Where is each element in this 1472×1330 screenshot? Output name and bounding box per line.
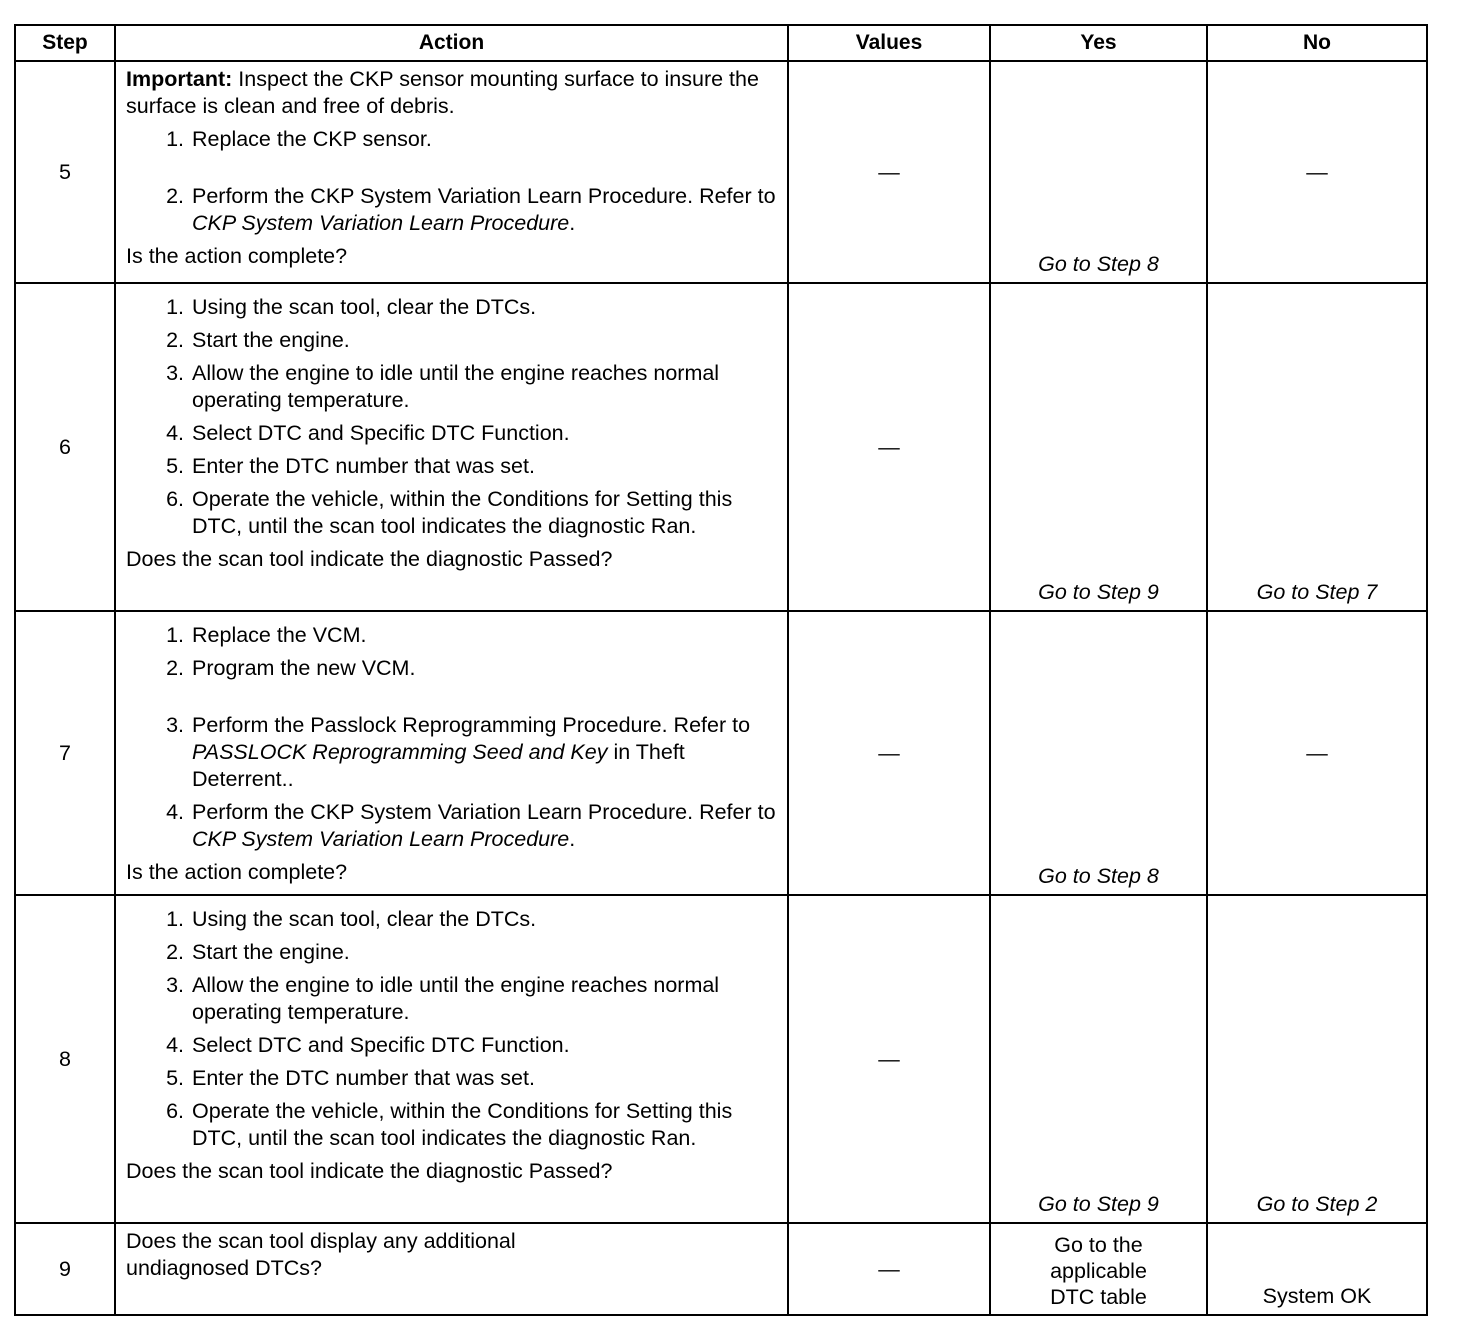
list-item xyxy=(126,453,777,480)
important-label: Important: xyxy=(126,67,233,91)
item-text: Allow the engine to idle until the engine reaches normal operating temperature. xyxy=(192,361,720,412)
list-item xyxy=(126,486,777,540)
no-cell: — xyxy=(1207,611,1427,895)
item-number: 3. xyxy=(166,713,184,737)
item-number: 2. xyxy=(166,328,184,352)
step-number: 8 xyxy=(15,895,115,1223)
item-number: 2. xyxy=(166,184,184,208)
action-cell xyxy=(115,61,788,283)
step-number: 9 xyxy=(15,1223,115,1315)
item-number: 4. xyxy=(166,421,184,445)
values-cell: — xyxy=(788,895,990,1223)
item-reference: CKP System Variation Learn Procedure xyxy=(192,827,570,851)
list-item xyxy=(126,712,777,793)
item-reference: PASSLOCK Reprogramming Seed and Key xyxy=(192,740,608,764)
item-number: 3. xyxy=(166,973,184,997)
item-text-tail: . xyxy=(569,827,576,851)
important-note xyxy=(126,66,777,120)
values-cell: — xyxy=(788,611,990,895)
item-text: Using the scan tool, clear the DTCs. xyxy=(192,295,537,319)
table-row-step-9 xyxy=(15,1223,1427,1315)
header-values: Values xyxy=(788,25,990,61)
action-cell xyxy=(115,283,788,611)
item-text: Start the engine. xyxy=(192,940,350,964)
question-text: Does the scan tool indicate the diagnostic Passed? xyxy=(126,547,613,571)
item-text: Select DTC and Specific DTC Function. xyxy=(192,1033,570,1057)
item-number: 3. xyxy=(166,361,184,385)
list-item xyxy=(126,972,777,1026)
table-row-step-8 xyxy=(15,895,1427,1223)
action-cell xyxy=(115,611,788,895)
step-number: 7 xyxy=(15,611,115,895)
item-number: 1. xyxy=(166,295,184,319)
table-row-step-6 xyxy=(15,283,1427,611)
list-item xyxy=(126,1065,777,1092)
yes-line: DTC table xyxy=(1050,1285,1147,1309)
item-text: Using the scan tool, clear the DTCs. xyxy=(192,907,537,931)
values-cell: — xyxy=(788,61,990,283)
step-number: 5 xyxy=(15,61,115,283)
list-item xyxy=(126,327,777,354)
item-text: Operate the vehicle, within the Conditions for Setting this DTC, until the scan tool indicates the diagnostic Ran. xyxy=(192,487,733,538)
item-number: 5. xyxy=(166,454,184,478)
item-text: Allow the engine to idle until the engine reaches normal operating temperature. xyxy=(192,973,720,1024)
no-cell: Go to Step 2 xyxy=(1207,895,1427,1223)
item-number: 4. xyxy=(166,800,184,824)
action-list xyxy=(126,126,777,237)
list-item xyxy=(126,183,777,237)
list-item xyxy=(126,799,777,853)
header-yes: Yes xyxy=(990,25,1207,61)
item-text: Replace the VCM. xyxy=(192,623,367,647)
yes-cell: Go to Step 8 xyxy=(990,611,1207,895)
action-cell xyxy=(115,1223,788,1315)
yes-line: applicable xyxy=(1050,1259,1147,1283)
diagnostic-table xyxy=(14,24,1428,1316)
item-text: Operate the vehicle, within the Conditions for Setting this DTC, until the scan tool indicates the diagnostic Ran. xyxy=(192,1099,733,1150)
values-cell: — xyxy=(788,283,990,611)
item-number: 5. xyxy=(166,1066,184,1090)
diagnostic-table-sheet xyxy=(14,24,1426,1316)
list-item xyxy=(126,294,777,321)
item-text-tail: . xyxy=(569,211,576,235)
item-text: Enter the DTC number that was set. xyxy=(192,454,535,478)
action-cell xyxy=(115,895,788,1223)
yes-cell: Go to Step 8 xyxy=(990,61,1207,283)
item-text: Program the new VCM. xyxy=(192,656,416,680)
yes-cell xyxy=(990,1223,1207,1315)
list-item xyxy=(126,622,777,649)
table-row-step-7 xyxy=(15,611,1427,895)
header-action: Action xyxy=(115,25,788,61)
important-text: Inspect the CKP sensor mounting surface to insure the surface is clean and free of debris. xyxy=(126,67,759,118)
item-text: Enter the DTC number that was set. xyxy=(192,1066,535,1090)
item-text-main: Perform the Passlock Reprogramming Procedure. Refer to xyxy=(192,713,751,737)
question-text: Is the action complete? xyxy=(126,860,348,884)
item-number: 1. xyxy=(166,127,184,151)
item-number: 6. xyxy=(166,1099,184,1123)
question-text: Does the scan tool display any additional undiagnosed DTCs? xyxy=(126,1229,516,1280)
step-number: 6 xyxy=(15,283,115,611)
header-step: Step xyxy=(15,25,115,61)
question-text: Is the action complete? xyxy=(126,244,348,268)
list-item xyxy=(126,360,777,414)
item-number: 2. xyxy=(166,656,184,680)
list-item xyxy=(126,126,777,153)
item-text-tail: in Theft Deterrent.. xyxy=(192,740,685,791)
no-cell: System OK xyxy=(1207,1223,1427,1315)
no-cell: — xyxy=(1207,61,1427,283)
list-item xyxy=(126,655,777,682)
item-reference: CKP System Variation Learn Procedure xyxy=(192,211,570,235)
action-list xyxy=(126,294,777,540)
list-item xyxy=(126,1098,777,1152)
item-number: 2. xyxy=(166,940,184,964)
values-cell: — xyxy=(788,1223,990,1315)
item-number: 6. xyxy=(166,487,184,511)
item-text xyxy=(192,712,777,793)
item-number: 1. xyxy=(166,907,184,931)
item-number: 1. xyxy=(166,623,184,647)
yes-cell: Go to Step 9 xyxy=(990,283,1207,611)
list-item xyxy=(126,939,777,966)
item-text: Replace the CKP sensor. xyxy=(192,127,432,151)
item-text-main: Perform the CKP System Variation Learn Procedure. Refer to xyxy=(192,800,776,824)
item-text-main: Perform the CKP System Variation Learn Procedure. Refer to xyxy=(192,184,776,208)
yes-cell: Go to Step 9 xyxy=(990,895,1207,1223)
item-text: Start the engine. xyxy=(192,328,350,352)
list-item xyxy=(126,1032,777,1059)
item-text xyxy=(192,799,777,853)
no-cell: Go to Step 7 xyxy=(1207,283,1427,611)
header-no: No xyxy=(1207,25,1427,61)
yes-line: Go to the xyxy=(1054,1233,1143,1257)
list-item xyxy=(126,906,777,933)
action-list xyxy=(126,906,777,1152)
item-number: 4. xyxy=(166,1033,184,1057)
item-text: Select DTC and Specific DTC Function. xyxy=(192,421,570,445)
table-row-step-5 xyxy=(15,61,1427,283)
question-text: Does the scan tool indicate the diagnostic Passed? xyxy=(126,1159,613,1183)
item-text xyxy=(192,183,777,237)
header-row xyxy=(15,25,1427,61)
list-item xyxy=(126,420,777,447)
action-list xyxy=(126,622,777,853)
